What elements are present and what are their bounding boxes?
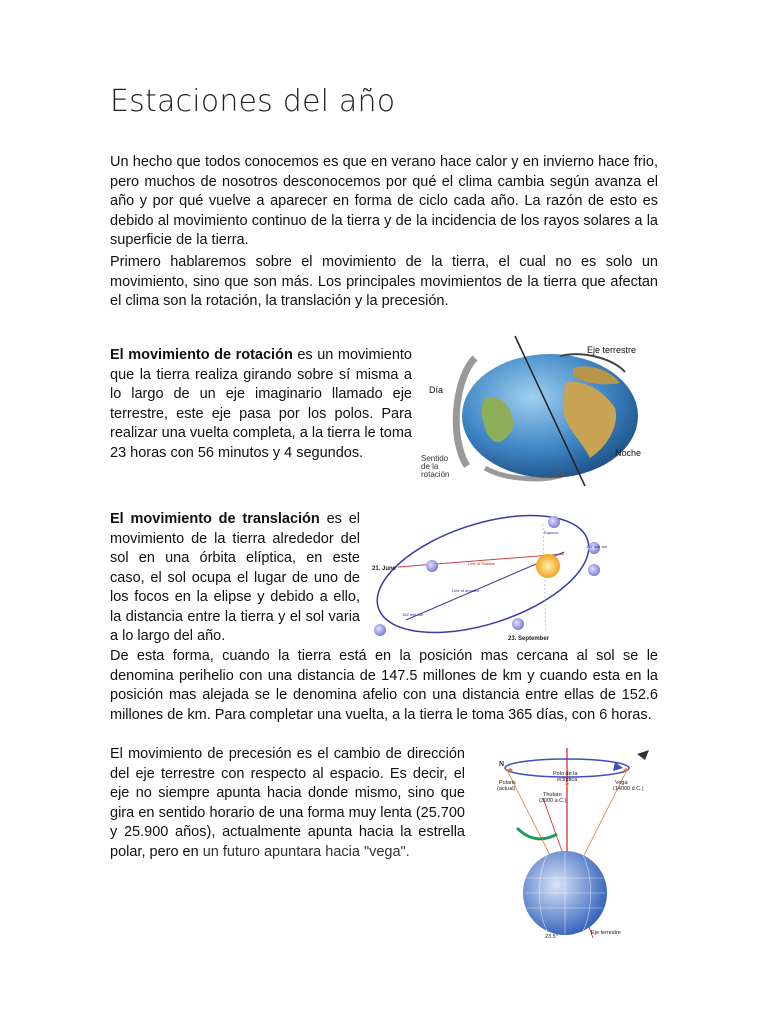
thuban-label-line1: Thuban [543,792,562,798]
perihelion-paragraph: De esta forma, cuando la tierra está en la posición mas cercana al sol se le denomina perihelio con una distancia de 147.5 millones de km y cuando esta en la posición mas alejada se le denomina afelio con una distancia entre ellas de 152.6 millones de km. Para completar una vuelta, a la tierra le toma 365 días, con 6 horas. [110,648,658,723]
north-label: N [499,761,505,768]
translation-text: es el movimiento de la tierra alrededor del sol en una órbita elíptica, en este caso, el sol ocupa el lugar de uno de los focos en la elipse y debido a ello, la distancia entre la tierra y el sol varia a lo largo del año. [110,511,360,644]
translation-heading: El movimiento de translación [110,511,320,527]
sense-label-line2: de la [421,462,439,471]
polaris-label-line2: (actual) [497,786,516,792]
movements-paragraph: Primero hablaremos sobre el movimiento de la tierra, el cual no es solo un movimiento, sino que son más. Los principales movimientos de la tierra que afectan el clima son la rotación, la translación y la precesión. [110,254,658,309]
precession-paragraph [110,745,465,862]
rotation-heading: El movimiento de rotación [110,347,293,363]
earth-position-right [588,564,600,576]
intro-paragraph: Un hecho que todos conocemos es que en verano hace calor y en invierno hace frio, pero muchos de nosotros desconocemos por qué el clima cambia según avanza el año y por qué vuelve a aparecer en forma de ciclo cada año. La razón de esto es debido al movimiento continuo de la tierra y de la incidencia de los rayos solares a la superficie de la tierra. [110,154,658,248]
precession-figure [477,748,659,940]
precession-tail: un futuro apuntara hacia "vega". [202,843,410,860]
equinox-line [543,524,546,632]
june-label: 21. June [372,566,397,572]
rotation-paragraph [110,346,412,463]
thuban-label-line2: (3000 a.C.) [539,798,567,804]
axis-label: Eje terrestre [587,345,637,355]
solstice-label: Line of Solstice [468,561,496,566]
rotation-figure [415,338,673,486]
angle-label: 23.5° [545,934,558,940]
earth-position-top [548,516,560,528]
vega-label-line1: Vega [615,780,628,786]
apsides-label: Line of apsides [452,588,479,593]
rotation-text: es un movimiento que la tierra realiza girando sobre sí misma a lo largo de un eje imaginario llamado eje terrestre, este eje pasa por los polos. Para realizar una vuelta completa, a la tierra le toma 23 horas con 56 minutos y 4 segundos. [110,347,412,461]
translation-paragraph [110,510,360,647]
star-marker-icon [637,750,649,760]
precession-text: El movimiento de precesión es el cambio de dirección del eje terrestre con respecto al espacio. Es decir, el eje no siempre apunta hacia donde mismo, sino que gira en sentido horario de una forma muy lenta (25.700 y 25.900 años), actualmente apunta hacia la estrella polar, pero en [110,746,465,860]
sense-label-line1: Sentido [421,454,449,463]
sun [536,554,560,578]
distance-far-label: 147 mill. km [586,544,608,549]
sense-label-line3: rotación [421,470,450,479]
vega-label-line2: (14000 d.C.) [613,786,644,792]
earth-position-bottom [512,618,524,630]
earth-position-bottom-left [374,624,386,636]
september-label: 23. September [508,636,550,642]
orbit-ellipse [363,492,603,655]
equinox-label: Equinox [544,530,559,535]
night-label: Noche [615,448,642,458]
earth-position-left [426,560,438,572]
distance-near-label: 152 mill. km [402,612,424,617]
pole-label-line1: Polo de la [553,771,578,777]
day-label: Día [429,385,444,395]
translation-figure [368,512,608,642]
polaris-label-line1: Polaris [499,780,516,786]
axis-label: Eje terrestre [591,930,621,936]
pole-label-line2: eclíptica [557,777,578,783]
page-title: Estaciones del año [110,84,396,119]
